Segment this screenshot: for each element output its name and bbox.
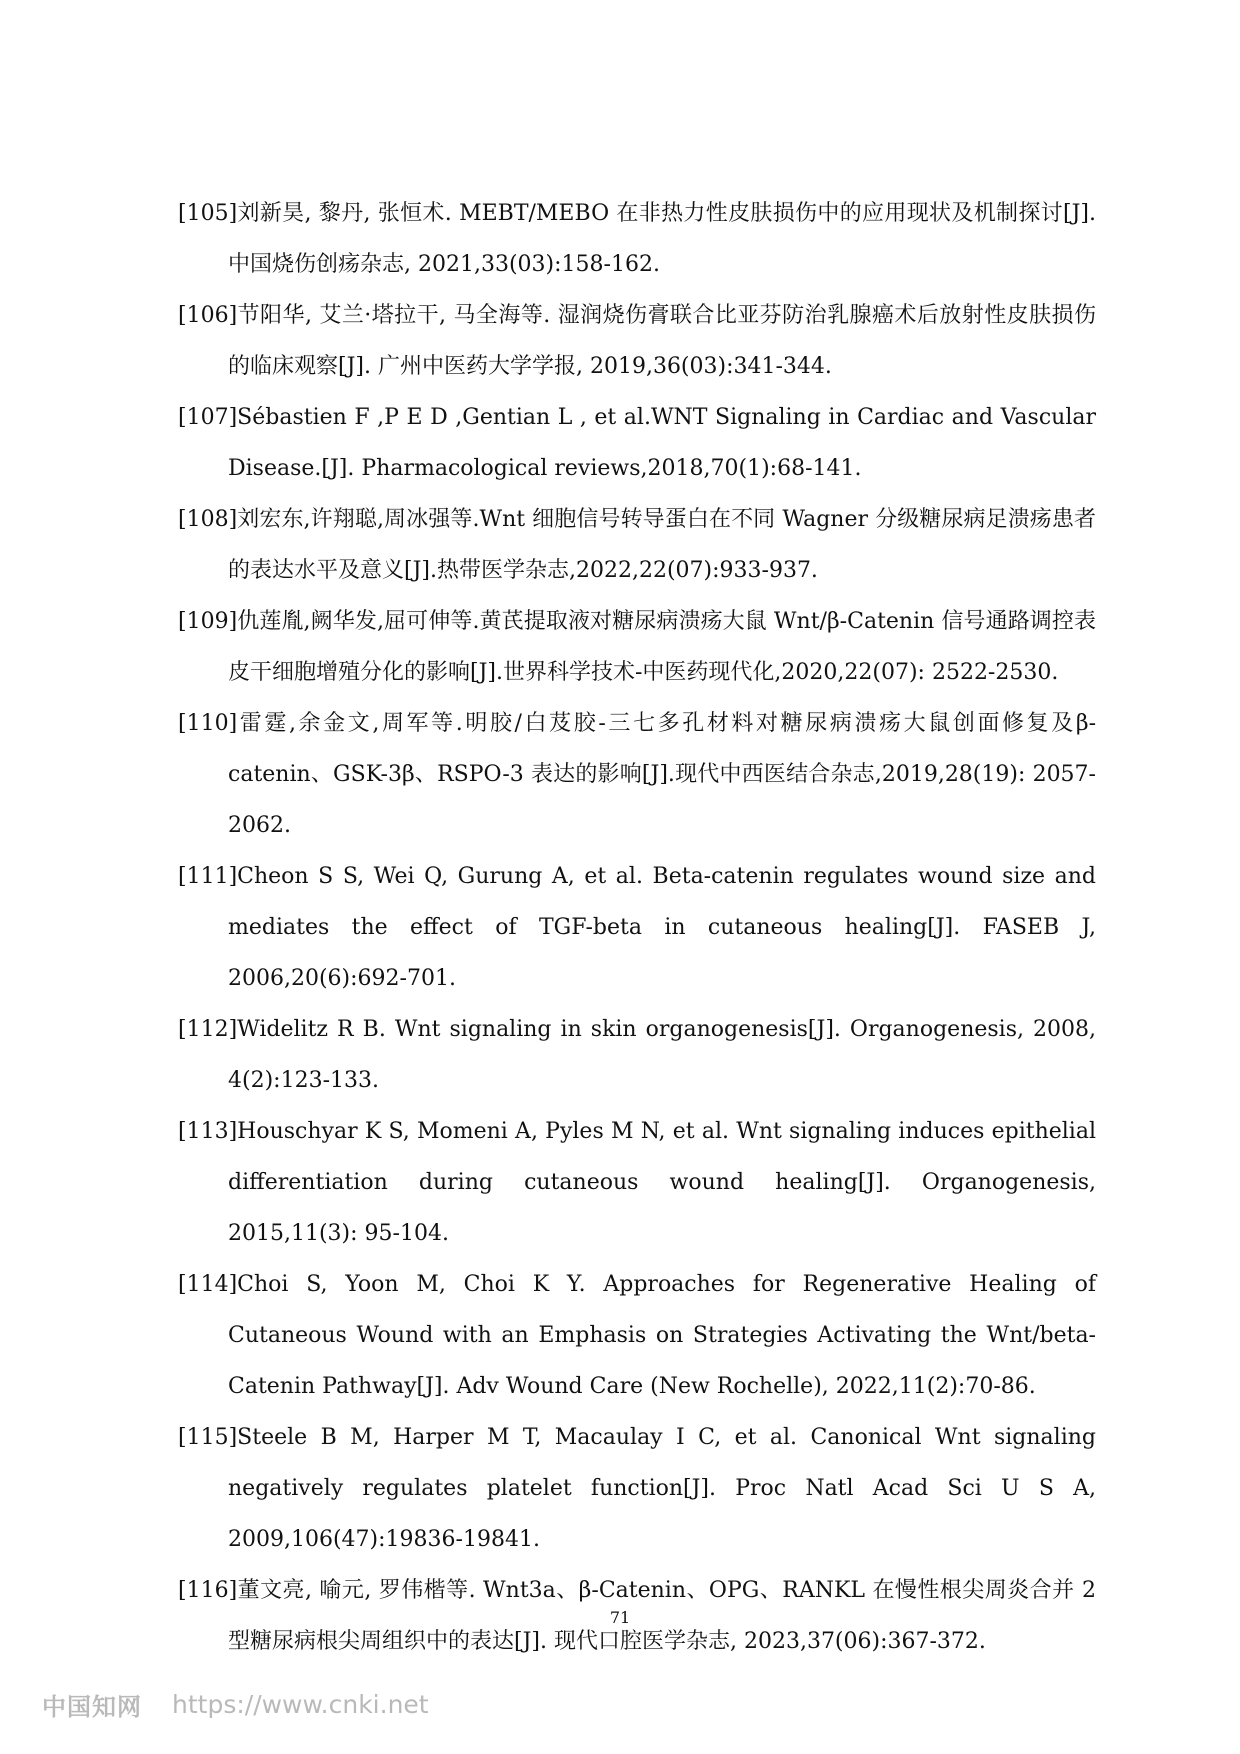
reference-107: [107]Sébastien F ,P E D ,Gentian L , et al.WNT Signaling in Cardiac and Vascular Disease.[J]. Pharmacological reviews,2018,70(1):68-141. [178, 405, 1096, 481]
cnki-watermark [42, 1686, 429, 1722]
reference-106: [106]节阳华, 艾兰·塔拉干, 马全海等. 湿润烧伤膏联合比亚芬防治乳腺癌术后放射性皮肤损伤的临床观察[J]. 广州中医药大学学报, 2019,36(03):341-344. [178, 303, 1096, 379]
reference-116: [116]董文亮, 喻元, 罗伟楷等. Wnt3a、β-Catenin、OPG、RANKL 在慢性根尖周炎合并 2 型糖尿病根尖周组织中的表达[J]. 现代口腔医学杂志, 2023,37(06):367-372. [178, 1578, 1096, 1654]
watermark-url: https://www.cnki.net [172, 1689, 429, 1719]
reference-105: [105]刘新昊, 黎丹, 张恒术. MEBT/MEBO 在非热力性皮肤损伤中的应用现状及机制探讨[J]. 中国烧伤创疡杂志, 2021,33(03):158-162. [178, 201, 1096, 277]
reference-112: [112]Widelitz R B. Wnt signaling in skin organogenesis[J]. Organogenesis, 2008, 4(2):123-133. [178, 1017, 1096, 1093]
reference-109: [109]仇莲胤,阙华发,屈可伸等.黄芪提取液对糖尿病溃疡大鼠 Wnt/β-Catenin 信号通路调控表皮干细胞增殖分化的影响[J].世界科学技术-中医药现代化,2020,22(07): 2522-2530. [178, 609, 1096, 685]
reference-111: [111]Cheon S S, Wei Q, Gurung A, et al. Beta-catenin regulates wound size and mediates the effect of TGF-beta in cutaneous healing[J]. FASEB J, 2006,20(6):692-701. [178, 864, 1096, 991]
watermark-logo: 中国知网 [42, 1692, 142, 1721]
reference-list [178, 188, 1096, 1667]
reference-110: [110]雷霆,余金文,周军等.明胶/白芨胶-三七多孔材料对糖尿病溃疡大鼠创面修复及β-catenin、GSK-3β、RSPO-3 表达的影响[J].现代中西医结合杂志,2019,28(19): 2057-2062. [178, 711, 1096, 838]
reference-114: [114]Choi S, Yoon M, Choi K Y. Approaches for Regenerative Healing of Cutaneous Wound with an Emphasis on Strategies Activating the Wnt/beta-Catenin Pathway[J]. Adv Wound Care (New Rochelle), 2022,11(2):70-86. [178, 1272, 1096, 1399]
reference-108: [108]刘宏东,许翔聪,周冰强等.Wnt 细胞信号转导蛋白在不同 Wagner 分级糖尿病足溃疡患者的表达水平及意义[J].热带医学杂志,2022,22(07):933-937. [178, 507, 1096, 583]
reference-113: [113]Houschyar K S, Momeni A, Pyles M N, et al. Wnt signaling induces epithelial differentiation during cutaneous wound healing[J]. Organogenesis, 2015,11(3): 95-104. [178, 1119, 1096, 1246]
page-number: 71 [609, 1608, 631, 1627]
reference-115: [115]Steele B M, Harper M T, Macaulay I C, et al. Canonical Wnt signaling negatively regulates platelet function[J]. Proc Natl Acad Sci U S A, 2009,106(47):19836-19841. [178, 1425, 1096, 1552]
